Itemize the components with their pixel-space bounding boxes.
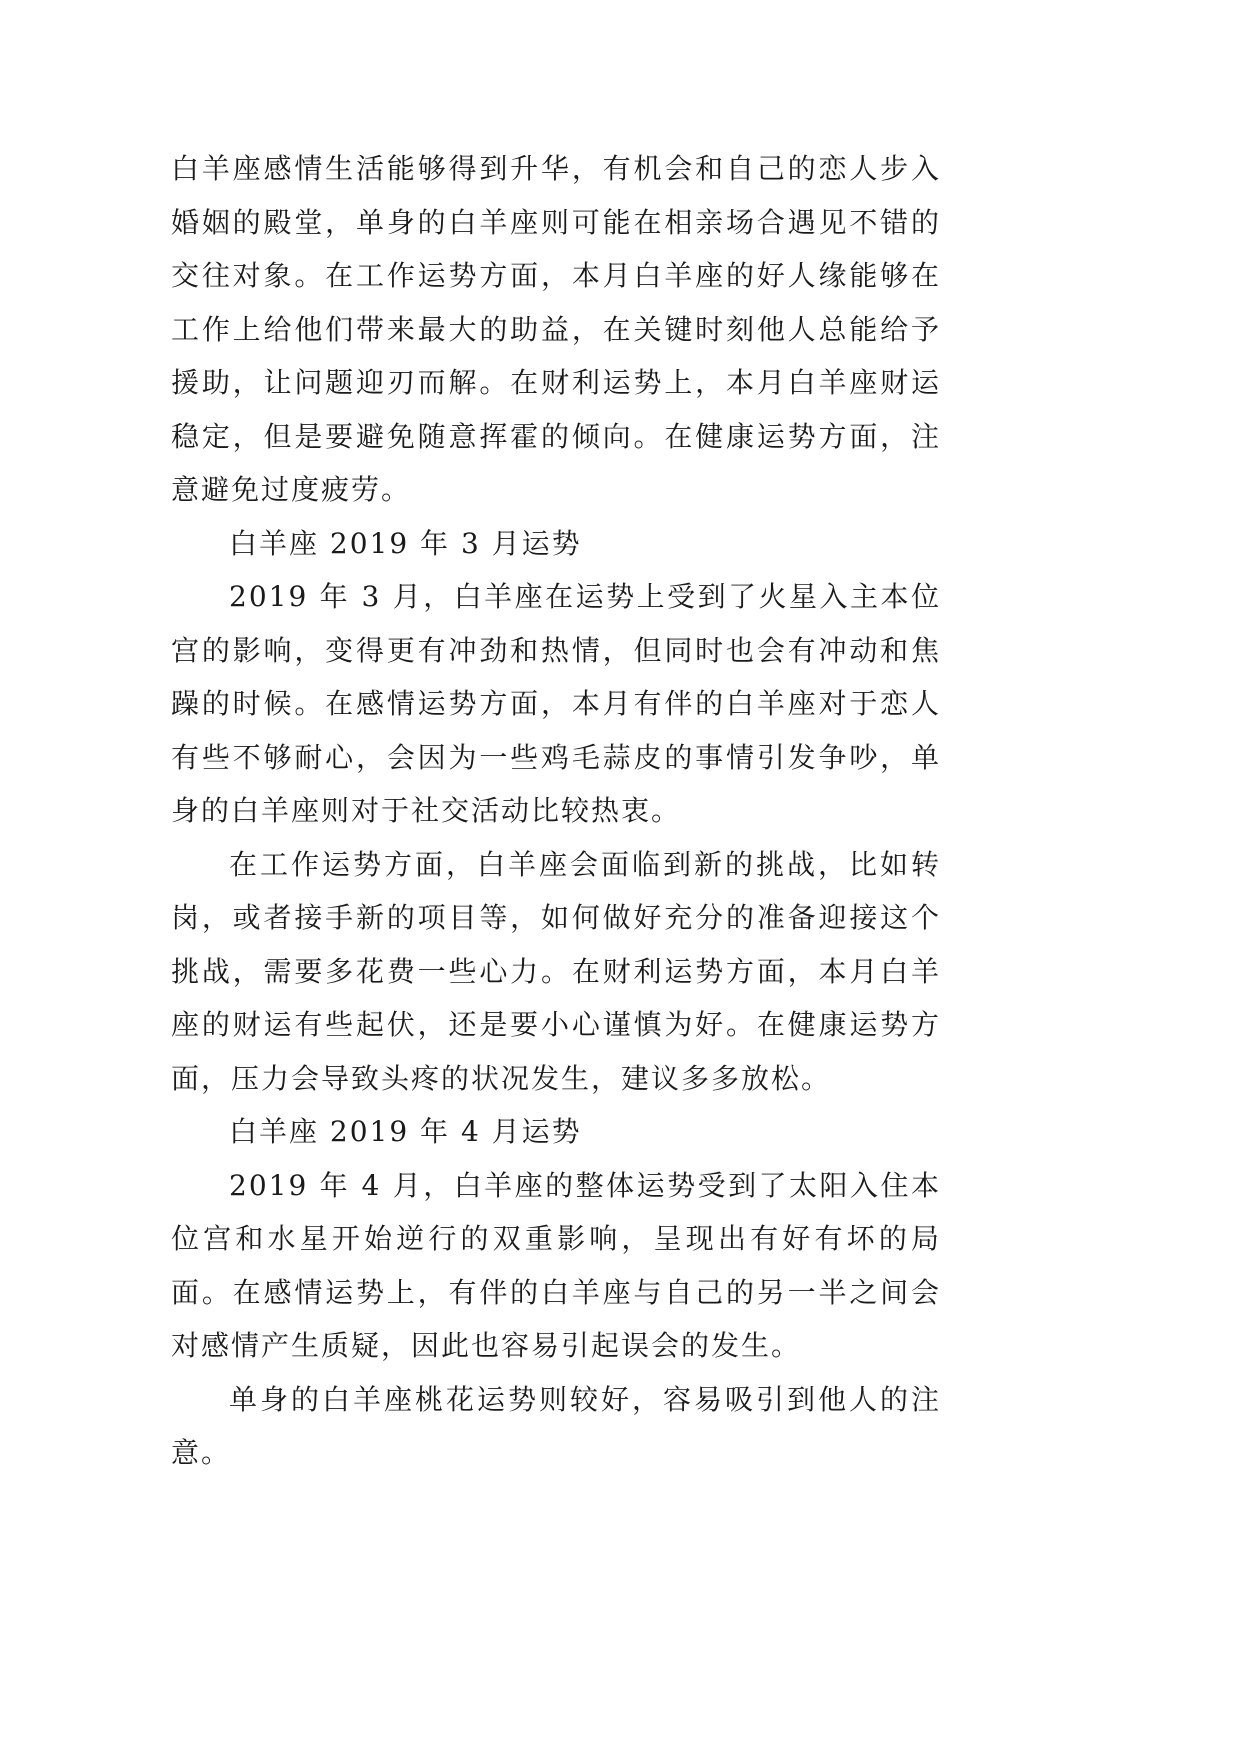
heading-march-2019: 白羊座 2019 年 3 月运势 <box>229 526 582 560</box>
paragraph-aries-summary: 白羊座感情生活能够得到升华，有机会和自己的恋人步入婚姻的殿堂，单身的白羊座则可能在相亲场合遇见不错的交往对象。在工作运势方面，本月白羊座的好人缘能够在工作上给他们带来最大的助益，在关键时刻他人总能给予援助，让问题迎刃而解。在财利运势上，本月白羊座财运稳定，但是要避免随意挥霍的倾向。在健康运势方面，注意避免过度疲劳。 <box>171 152 941 506</box>
paragraph-april-single: 单身的白羊座桃花运势则较好，容易吸引到他人的注意。 <box>171 1382 941 1469</box>
paragraph-march-overview: 2019 年 3 月，白羊座在运势上受到了火星入主本位宫的影响，变得更有冲劲和热情，但同时也会有冲动和焦躁的时候。在感情运势方面，本月有伴的白羊座对于恋人有些不够耐心，会因为一些鸡毛蒜皮的事情引发争吵，单身的白羊座则对于社交活动比较热衷。 <box>171 580 941 827</box>
paragraph-april-overview: 2019 年 4 月，白羊座的整体运势受到了太阳入住本位宫和水星开始逆行的双重影响，呈现出有好有坏的局面。在感情运势上，有伴的白羊座与自己的另一半之间会对感情产生质疑，因此也容易引起误会的发生。 <box>171 1168 941 1362</box>
paragraph-march-career: 在工作运势方面，白羊座会面临到新的挑战，比如转岗，或者接手新的项目等，如何做好充分的准备迎接这个挑战，需要多花费一些心力。在财利运势方面，本月白羊座的财运有些起伏，还是要小心谨慎为好。在健康运势方面，压力会导致头疼的状况发生，建议多多放松。 <box>171 847 941 1095</box>
document-body <box>171 142 941 1480</box>
heading-april-2019: 白羊座 2019 年 4 月运势 <box>229 1115 582 1148</box>
